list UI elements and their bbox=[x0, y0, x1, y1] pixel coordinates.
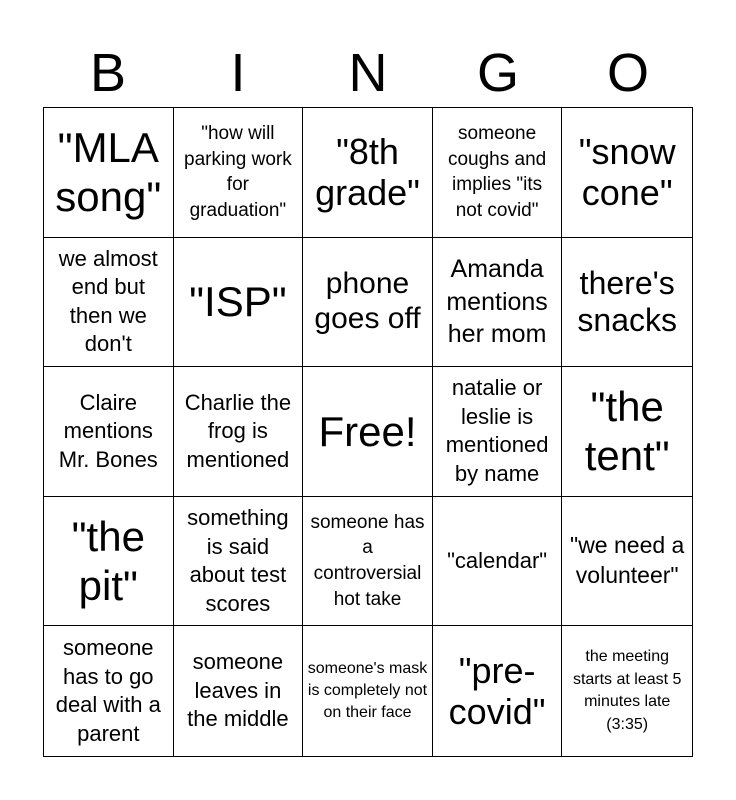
cell-text: Free! bbox=[318, 407, 417, 455]
cell-text: something is said about test scores bbox=[187, 504, 289, 616]
bingo-cell[interactable] bbox=[562, 497, 692, 627]
cell-text: "MLA song" bbox=[55, 123, 162, 221]
bingo-header bbox=[43, 40, 693, 106]
bingo-cell[interactable] bbox=[174, 238, 304, 368]
bingo-cell[interactable] bbox=[44, 626, 174, 756]
bingo-cell[interactable] bbox=[433, 108, 563, 238]
free-space[interactable] bbox=[303, 367, 433, 497]
bingo-cell[interactable] bbox=[303, 497, 433, 627]
cell-text: "calendar" bbox=[447, 547, 548, 573]
cell-text: phone goes off bbox=[314, 267, 421, 335]
cell-text: "pre-covid" bbox=[448, 649, 546, 733]
bingo-cell[interactable] bbox=[303, 238, 433, 368]
cell-text: "8th grade" bbox=[315, 130, 420, 214]
bingo-cell[interactable] bbox=[433, 626, 563, 756]
cell-text: someone has to go deal with a parent bbox=[55, 635, 161, 746]
bingo-cell[interactable] bbox=[562, 367, 692, 497]
cell-text: someone's mask is completely not on their face bbox=[307, 659, 428, 722]
cell-text: "ISP" bbox=[189, 278, 287, 326]
bingo-cell[interactable] bbox=[433, 367, 563, 497]
bingo-cell[interactable] bbox=[174, 367, 304, 497]
cell-text: natalie or leslie is mentioned by name bbox=[445, 375, 549, 487]
cell-text: there's snacks bbox=[577, 265, 677, 338]
cell-text: someone has a controversial hot take bbox=[310, 511, 425, 610]
bingo-cell[interactable] bbox=[562, 626, 692, 756]
bingo-cell[interactable] bbox=[303, 108, 433, 238]
cell-text: someone leaves in the middle bbox=[187, 649, 289, 732]
cell-text: the meeting starts at least 5 minutes late (3:35) bbox=[572, 648, 682, 733]
cell-text: Charlie the frog is mentioned bbox=[184, 389, 292, 472]
cell-text: "the tent" bbox=[584, 382, 670, 480]
bingo-cell[interactable] bbox=[174, 108, 304, 238]
cell-text: we almost end but then we don't bbox=[58, 245, 158, 357]
bingo-cell[interactable] bbox=[433, 238, 563, 368]
bingo-board bbox=[43, 107, 693, 757]
bingo-cell[interactable] bbox=[174, 626, 304, 756]
bingo-cell[interactable] bbox=[562, 238, 692, 368]
header-letter-b: B bbox=[89, 43, 127, 103]
cell-text: Amanda mentions her mom bbox=[446, 255, 548, 349]
bingo-cell[interactable] bbox=[44, 238, 174, 368]
bingo-cell[interactable] bbox=[44, 367, 174, 497]
bingo-cell[interactable] bbox=[44, 108, 174, 238]
bingo-cell[interactable] bbox=[562, 108, 692, 238]
bingo-cell[interactable] bbox=[44, 497, 174, 627]
bingo-cell[interactable] bbox=[303, 626, 433, 756]
bingo-cell[interactable] bbox=[433, 497, 563, 627]
cell-text: someone coughs and implies "its not covid" bbox=[447, 123, 547, 221]
header-letter-i: I bbox=[230, 43, 246, 103]
cell-text: "snow cone" bbox=[578, 130, 676, 214]
cell-text: "the pit" bbox=[71, 512, 145, 610]
cell-text: "how will parking work for graduation" bbox=[184, 123, 292, 221]
header-letter-n: N bbox=[348, 43, 388, 103]
header-letter-o: O bbox=[606, 43, 649, 103]
bingo-cell[interactable] bbox=[174, 497, 304, 627]
header-letter-g: G bbox=[476, 43, 519, 103]
cell-text: "we need a volunteer" bbox=[570, 532, 685, 589]
cell-text: Claire mentions Mr. Bones bbox=[58, 389, 158, 472]
